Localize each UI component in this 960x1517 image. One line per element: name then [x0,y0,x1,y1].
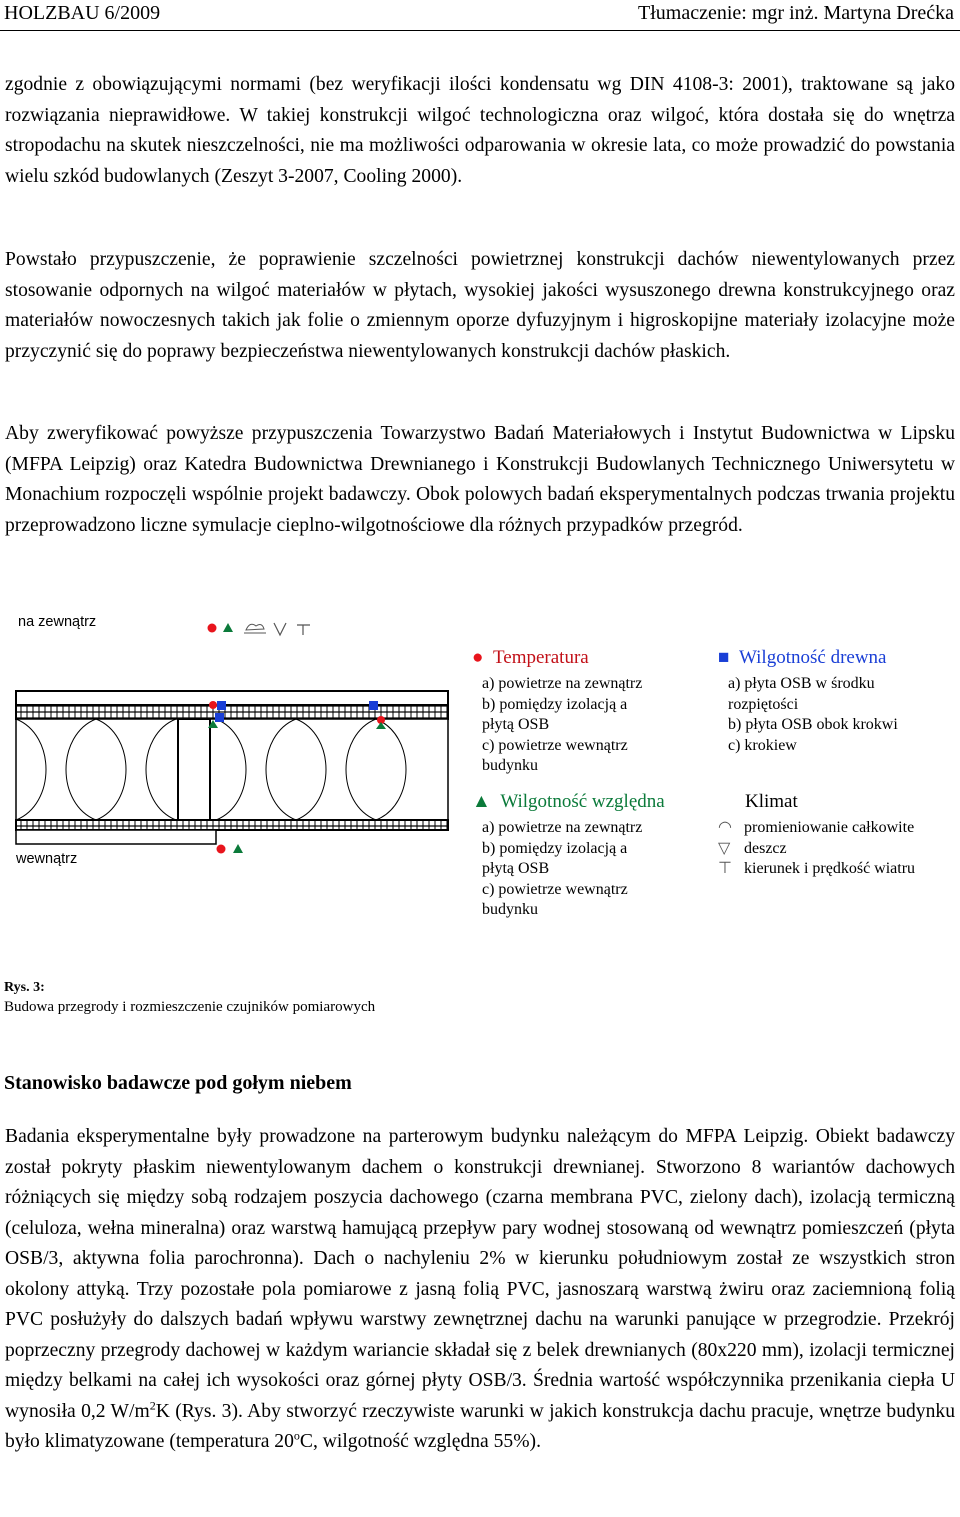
radiation-icon [246,624,264,630]
inside-label: wewnątrz [16,851,78,867]
legend-relative-humidity: ▲ Wilgotność względna a) powietrze na zewnątrz b) pomiędzy izolacją a płytą OSB c) powietrze wewnątrz budynku [472,791,665,918]
legend-temperature: ● Temperatura a) powietrze na zewnątrz b) pomiędzy izolacją a płytą OSB c) powietrze wewnątrz budynku [472,647,643,774]
wood-moisture-sensor-icon [217,701,226,710]
paragraph-1: zgodnie z obowiązującymi normami (bez weryfikacji ilości kondensatu wg DIN 4108-3: 2001), traktowane są jako rozwiązania nieprawidłowe. W takiej konstrukcji wilgoć technologiczna oraz wilgoć, która dostała się do wnętrza stropodachu na skutek nieszczelności, nie ma możliwości odparowania w okresie lata, co może prowadzić do powstania wielu szkód budowlanych (Zeszyt 3-2007, Cooling 2000). [5,74,955,187]
temperature-sensor-icon [208,624,217,633]
humidity-triangle-icon: ▲ [472,791,491,812]
wind-icon [297,625,310,635]
radiation-icon: ◠ [718,819,732,836]
translator-credit: Tłumaczenie: mgr inż. Martyna Drećka [638,2,954,24]
figure-caption-label: Rys. 3: [4,980,45,995]
paragraph-3: Aby zweryfikować powyższe przypuszczenia Towarzystwo Badań Materiałowych i Instytut Budownictwa w Lipsku (MFPA Leipzig) oraz Katedra Budownictwa Drewnianego i Konstrukcji Budowlanych Technicznego Uniwersytetu w Monachium rozpoczęli wspólnie projekt badawczy. Obok polowych badań eksperymentalnych podczas trwania projektu przeprowadzono liczne symulacje cieplno-wilgotnościowe dla różnych przypadków przegród. [5,423,955,536]
paragraph-2: Powstało przypuszczenie, że poprawienie szczelności powietrznej konstrukcji dachów niewentylowanych przez stosowanie odpornych na wilgoć materiałów w płytach, wysokiej jakości wysuszonego drewna konstrukcyjnego oraz materiałów nowoczesnych takich jak folie o zmiennym oporze dyfuzyjnym i higroskopijne materiały izolacyjne może przyczynić się do poprawy bezpieczeństwa niewentylowanych konstrukcji dachów płaskich. [5,249,955,362]
humidity-sensor-icon [223,623,233,632]
wind-icon: ⊤ [718,860,732,877]
temperature-dot-icon: ● [472,647,484,668]
figure-roof-section [0,595,960,940]
rain-icon [274,623,286,635]
outside-label: na zewnątrz [18,614,97,630]
legend-wood-moisture: ■ Wilgotność drewna a) płyta OSB w środku rozpiętości b) płyta OSB obok krokwi c) krokiew [718,647,898,754]
section-title: Stanowisko badawcze pod gołym niebem [4,1072,352,1094]
legend-climate: Klimat ◠ promieniowanie całkowite ▽ deszcz ⊤ kierunek i prędkość wiatru [718,790,958,880]
journal-issue: HOLZBAU 6/2009 [4,2,161,24]
rain-icon: ▽ [718,839,731,857]
paragraph-5: Badania eksperymentalne były prowadzone na parterowym budynku należącym do MFPA Leipzig. Obiekt badawczy został pokryty płaskim niewentylowanym dachem o konstrukcji drewnianej. Stworzono 8 wariantów dachowych różniących się między sobą rodzajem poszycia dachowego (czarna membrana PVC, zielony dach), izolacją termiczną (celuloza, wełna mineralna) oraz warstwą hamującą przepływ pary wodnej stosowaną od wewnątrz pomieszczeń (płyta OSB/3, aktywna folia parochronna). Dach o nachyleniu 2% w kierunku południowym został ze wszystkich stron okolony attyką. Trzy pozostałe pola pomiarowe z jasną folią PVC, jasnoszarą warstwą żwiru oraz zaciemnioną folią PVC posłużyły do dalszych badań wpływu warstwy zewnętrznej dachu na warunki panujące w przegrodzie. Przekrój poprzeczny przegrody dachowej w każdym wariancie składał się z belek drewnianych (80x220 mm), izolacji termicznej między belkami na całej ich wysokości oraz górnej płyty OSB/3. Średnia wartość współczynnika przenikania ciepła U wynosiła 0,2 $W/m^2K$ (Rys. 3). Aby stworzyć rzeczywiste warunki w jakich konstrukcja dachu pracuje, wnętrze budynku było klimatyzowane (temperatura 20$^o$C, wilgotność względna 55%). [5,1126,955,1452]
roof-section-diagram [0,595,470,940]
wood-moisture-square-icon: ■ [718,647,730,668]
page-header [0,0,960,31]
figure-caption-text: Budowa przegrody i rozmieszczenie czujników pomiarowych [4,999,376,1015]
